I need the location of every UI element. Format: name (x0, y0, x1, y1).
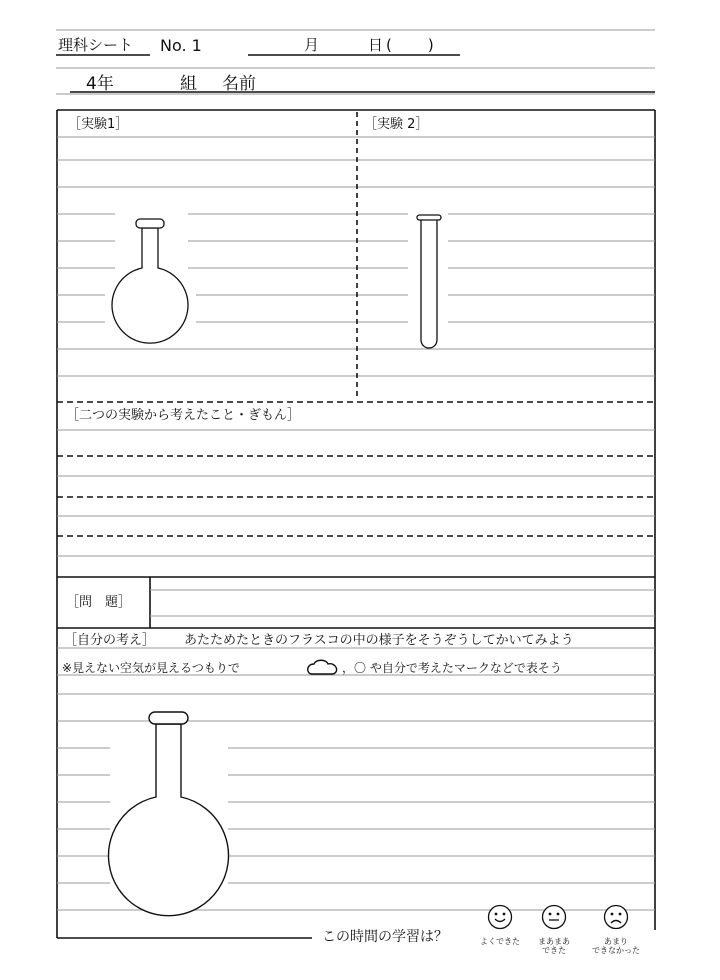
thoughts-label: ［二つの実験から考えたこと・ぎもん］ (66, 408, 301, 423)
my-idea-label: ［自分の考え］ (64, 633, 156, 648)
round-flask-small-icon (112, 219, 188, 343)
sheet-number: No. 1 (160, 36, 202, 55)
problem-label: ［問 題］ (66, 595, 132, 610)
cloud-mark-icon (308, 660, 337, 674)
round-flask-large-icon (109, 712, 229, 916)
month-label: 月 (304, 36, 320, 54)
smile-face-icon[interactable] (487, 904, 513, 930)
note-prefix: ※見えない空気が見えるつもりで (62, 661, 240, 675)
class-label: 組 (180, 74, 197, 94)
note-suffix: ，〇 や自分で考えたマークなどで表そう (342, 661, 562, 675)
rating-label-poor: あまり できなかった (592, 937, 640, 956)
grade-label: 4年 (86, 74, 114, 94)
day-label: 日 (368, 36, 384, 54)
test-tube-icon (417, 215, 441, 348)
rating-label-good: よくできた (480, 937, 520, 946)
neutral-face-icon[interactable] (541, 904, 567, 930)
rating-label-okay: まあまあ できた (538, 937, 570, 956)
sheet-title: 理科シート (58, 36, 134, 54)
experiment1-label: ［実験1］ (68, 117, 129, 132)
self-evaluation-question: この時間の学習は？ (322, 929, 448, 945)
experiment2-label: ［実験 2］ (364, 117, 429, 132)
name-label: 名前 (222, 74, 256, 94)
weekday-paren: ( ) (386, 36, 436, 54)
my-idea-text: あたためたときのフラスコの中の様子をそうぞうしてかいてみよう (184, 633, 574, 648)
sad-face-icon[interactable] (603, 904, 629, 930)
